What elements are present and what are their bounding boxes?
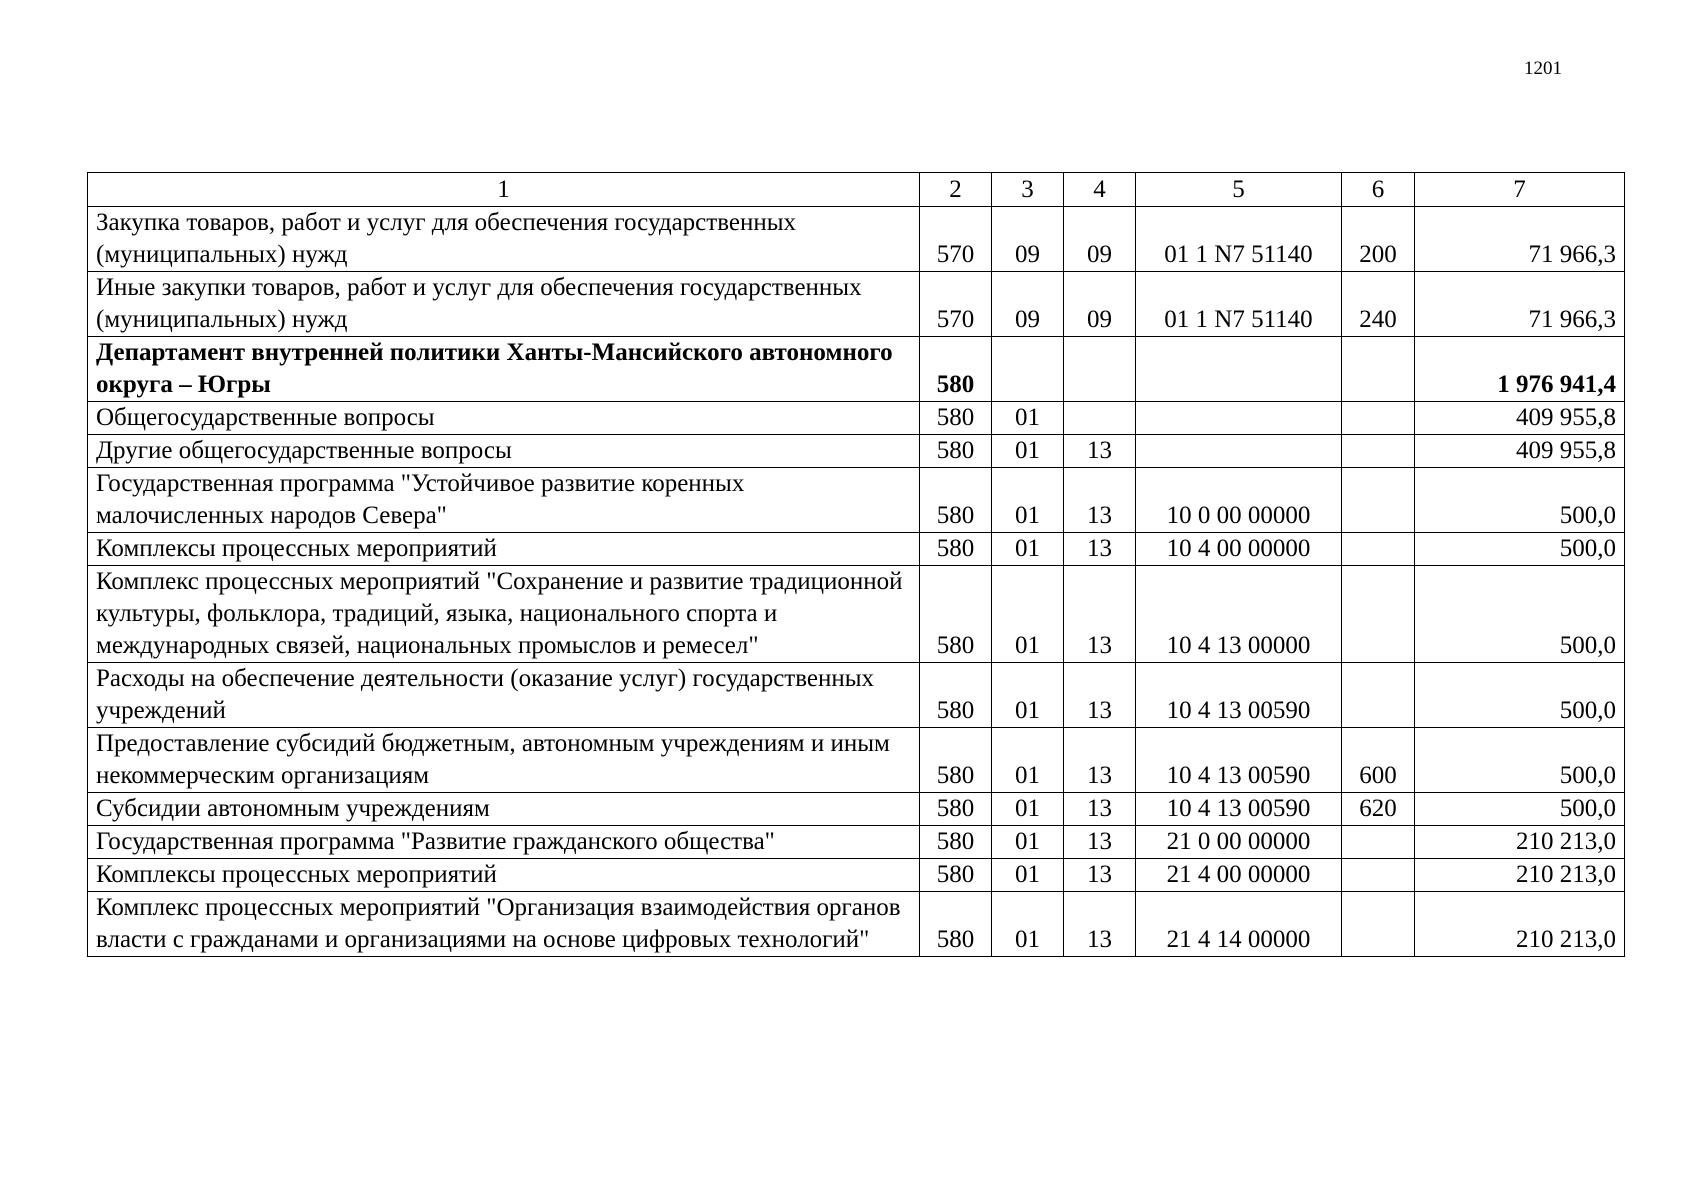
cell-name: Расходы на обеспечение деятельности (оказание услуг) государственных учреждений — [88, 663, 920, 728]
table-row — [88, 892, 1625, 957]
cell-csr: 10 4 00 00000 — [1136, 533, 1342, 566]
cell-sum: 500,0 — [1415, 793, 1625, 826]
cell-ved: 580 — [920, 892, 992, 957]
cell-name: Комплекс процессных мероприятий "Организация взаимодействия органов власти с гражданами и организациями на основе цифровых технологий" — [88, 892, 920, 957]
cell-rz: 09 — [992, 272, 1064, 337]
cell-sum: 500,0 — [1415, 728, 1625, 793]
cell-name: Комплекс процессных мероприятий "Сохранение и развитие традиционной культуры, фольклора, традиций, языка, национального спорта и международных связей, национальных промыслов и ремесел" — [88, 566, 920, 663]
cell-rz: 01 — [992, 859, 1064, 892]
cell-name: Общегосударственные вопросы — [88, 402, 920, 435]
cell-sum: 409 955,8 — [1415, 435, 1625, 468]
cell-pr: 13 — [1064, 533, 1136, 566]
table-row — [88, 533, 1625, 566]
cell-vr: 600 — [1342, 728, 1415, 793]
cell-csr: 10 4 13 00000 — [1136, 566, 1342, 663]
cell-rz: 01 — [992, 566, 1064, 663]
cell-vr — [1342, 402, 1415, 435]
cell-pr — [1064, 402, 1136, 435]
cell-rz: 01 — [992, 533, 1064, 566]
cell-ved: 580 — [920, 435, 992, 468]
cell-csr — [1136, 337, 1342, 402]
cell-sum: 71 966,3 — [1415, 272, 1625, 337]
column-header: 1 — [88, 173, 920, 207]
cell-pr: 13 — [1064, 859, 1136, 892]
cell-csr — [1136, 402, 1342, 435]
cell-csr: 01 1 N7 51140 — [1136, 207, 1342, 272]
cell-csr: 01 1 N7 51140 — [1136, 272, 1342, 337]
cell-rz: 01 — [992, 728, 1064, 793]
cell-pr: 13 — [1064, 435, 1136, 468]
cell-csr: 21 0 00 00000 — [1136, 826, 1342, 859]
table-row — [88, 207, 1625, 272]
cell-rz — [992, 337, 1064, 402]
cell-vr — [1342, 663, 1415, 728]
cell-sum: 1 976 941,4 — [1415, 337, 1625, 402]
column-header: 2 — [920, 173, 992, 207]
cell-csr: 21 4 00 00000 — [1136, 859, 1342, 892]
cell-vr — [1342, 826, 1415, 859]
cell-sum: 409 955,8 — [1415, 402, 1625, 435]
column-header: 7 — [1415, 173, 1625, 207]
cell-rz: 01 — [992, 826, 1064, 859]
cell-rz: 01 — [992, 402, 1064, 435]
cell-name: Комплексы процессных мероприятий — [88, 533, 920, 566]
cell-name: Государственная программа "Развитие гражданского общества" — [88, 826, 920, 859]
cell-ved: 580 — [920, 826, 992, 859]
cell-name: Государственная программа "Устойчивое развитие коренных малочисленных народов Севера" — [88, 468, 920, 533]
column-header: 3 — [992, 173, 1064, 207]
table-row — [88, 468, 1625, 533]
cell-vr — [1342, 566, 1415, 663]
cell-pr: 13 — [1064, 663, 1136, 728]
cell-vr — [1342, 892, 1415, 957]
cell-sum: 500,0 — [1415, 663, 1625, 728]
cell-name: Предоставление субсидий бюджетным, автономным учреждениям и иным некоммерческим организациям — [88, 728, 920, 793]
cell-sum: 210 213,0 — [1415, 826, 1625, 859]
cell-pr: 13 — [1064, 566, 1136, 663]
cell-rz: 01 — [992, 892, 1064, 957]
cell-ved: 580 — [920, 468, 992, 533]
table-row — [88, 402, 1625, 435]
cell-csr: 21 4 14 00000 — [1136, 892, 1342, 957]
cell-sum: 210 213,0 — [1415, 892, 1625, 957]
table-row — [88, 793, 1625, 826]
table-row — [88, 663, 1625, 728]
cell-ved: 580 — [920, 402, 992, 435]
table-row — [88, 337, 1625, 402]
cell-sum: 71 966,3 — [1415, 207, 1625, 272]
cell-rz: 01 — [992, 435, 1064, 468]
cell-vr: 620 — [1342, 793, 1415, 826]
cell-ved: 580 — [920, 533, 992, 566]
cell-sum: 500,0 — [1415, 566, 1625, 663]
cell-name: Иные закупки товаров, работ и услуг для обеспечения государственных (муниципальных) нужд — [88, 272, 920, 337]
cell-sum: 500,0 — [1415, 533, 1625, 566]
table-row — [88, 435, 1625, 468]
cell-csr: 10 4 13 00590 — [1136, 728, 1342, 793]
cell-pr — [1064, 337, 1136, 402]
cell-rz: 09 — [992, 207, 1064, 272]
table-body — [88, 173, 1625, 957]
cell-pr: 13 — [1064, 826, 1136, 859]
cell-name: Другие общегосударственные вопросы — [88, 435, 920, 468]
table-row — [88, 859, 1625, 892]
cell-ved: 570 — [920, 272, 992, 337]
cell-vr — [1342, 337, 1415, 402]
cell-ved: 580 — [920, 859, 992, 892]
cell-pr: 13 — [1064, 468, 1136, 533]
cell-csr — [1136, 435, 1342, 468]
cell-pr: 13 — [1064, 892, 1136, 957]
cell-name: Департамент внутренней политики Ханты-Мансийского автономного округа – Югры — [88, 337, 920, 402]
page-number: 1201 — [1524, 58, 1562, 79]
cell-rz: 01 — [992, 468, 1064, 533]
cell-pr: 13 — [1064, 793, 1136, 826]
column-header: 4 — [1064, 173, 1136, 207]
header-row — [88, 173, 1625, 207]
cell-ved: 580 — [920, 663, 992, 728]
cell-ved: 580 — [920, 337, 992, 402]
table-row — [88, 728, 1625, 793]
column-header: 6 — [1342, 173, 1415, 207]
cell-pr: 13 — [1064, 728, 1136, 793]
cell-csr: 10 4 13 00590 — [1136, 663, 1342, 728]
cell-name: Закупка товаров, работ и услуг для обеспечения государственных (муниципальных) нужд — [88, 207, 920, 272]
cell-vr — [1342, 468, 1415, 533]
cell-name: Комплексы процессных мероприятий — [88, 859, 920, 892]
cell-rz: 01 — [992, 793, 1064, 826]
cell-vr: 240 — [1342, 272, 1415, 337]
cell-sum: 210 213,0 — [1415, 859, 1625, 892]
cell-vr — [1342, 435, 1415, 468]
table-row — [88, 272, 1625, 337]
cell-vr — [1342, 533, 1415, 566]
cell-rz: 01 — [992, 663, 1064, 728]
cell-ved: 580 — [920, 728, 992, 793]
cell-pr: 09 — [1064, 207, 1136, 272]
cell-sum: 500,0 — [1415, 468, 1625, 533]
cell-name: Субсидии автономным учреждениям — [88, 793, 920, 826]
cell-pr: 09 — [1064, 272, 1136, 337]
column-header: 5 — [1136, 173, 1342, 207]
cell-csr: 10 0 00 00000 — [1136, 468, 1342, 533]
cell-ved: 570 — [920, 207, 992, 272]
table-row — [88, 566, 1625, 663]
cell-csr: 10 4 13 00590 — [1136, 793, 1342, 826]
table-row — [88, 826, 1625, 859]
cell-ved: 580 — [920, 566, 992, 663]
budget-table — [87, 172, 1625, 957]
cell-ved: 580 — [920, 793, 992, 826]
cell-vr: 200 — [1342, 207, 1415, 272]
cell-vr — [1342, 859, 1415, 892]
